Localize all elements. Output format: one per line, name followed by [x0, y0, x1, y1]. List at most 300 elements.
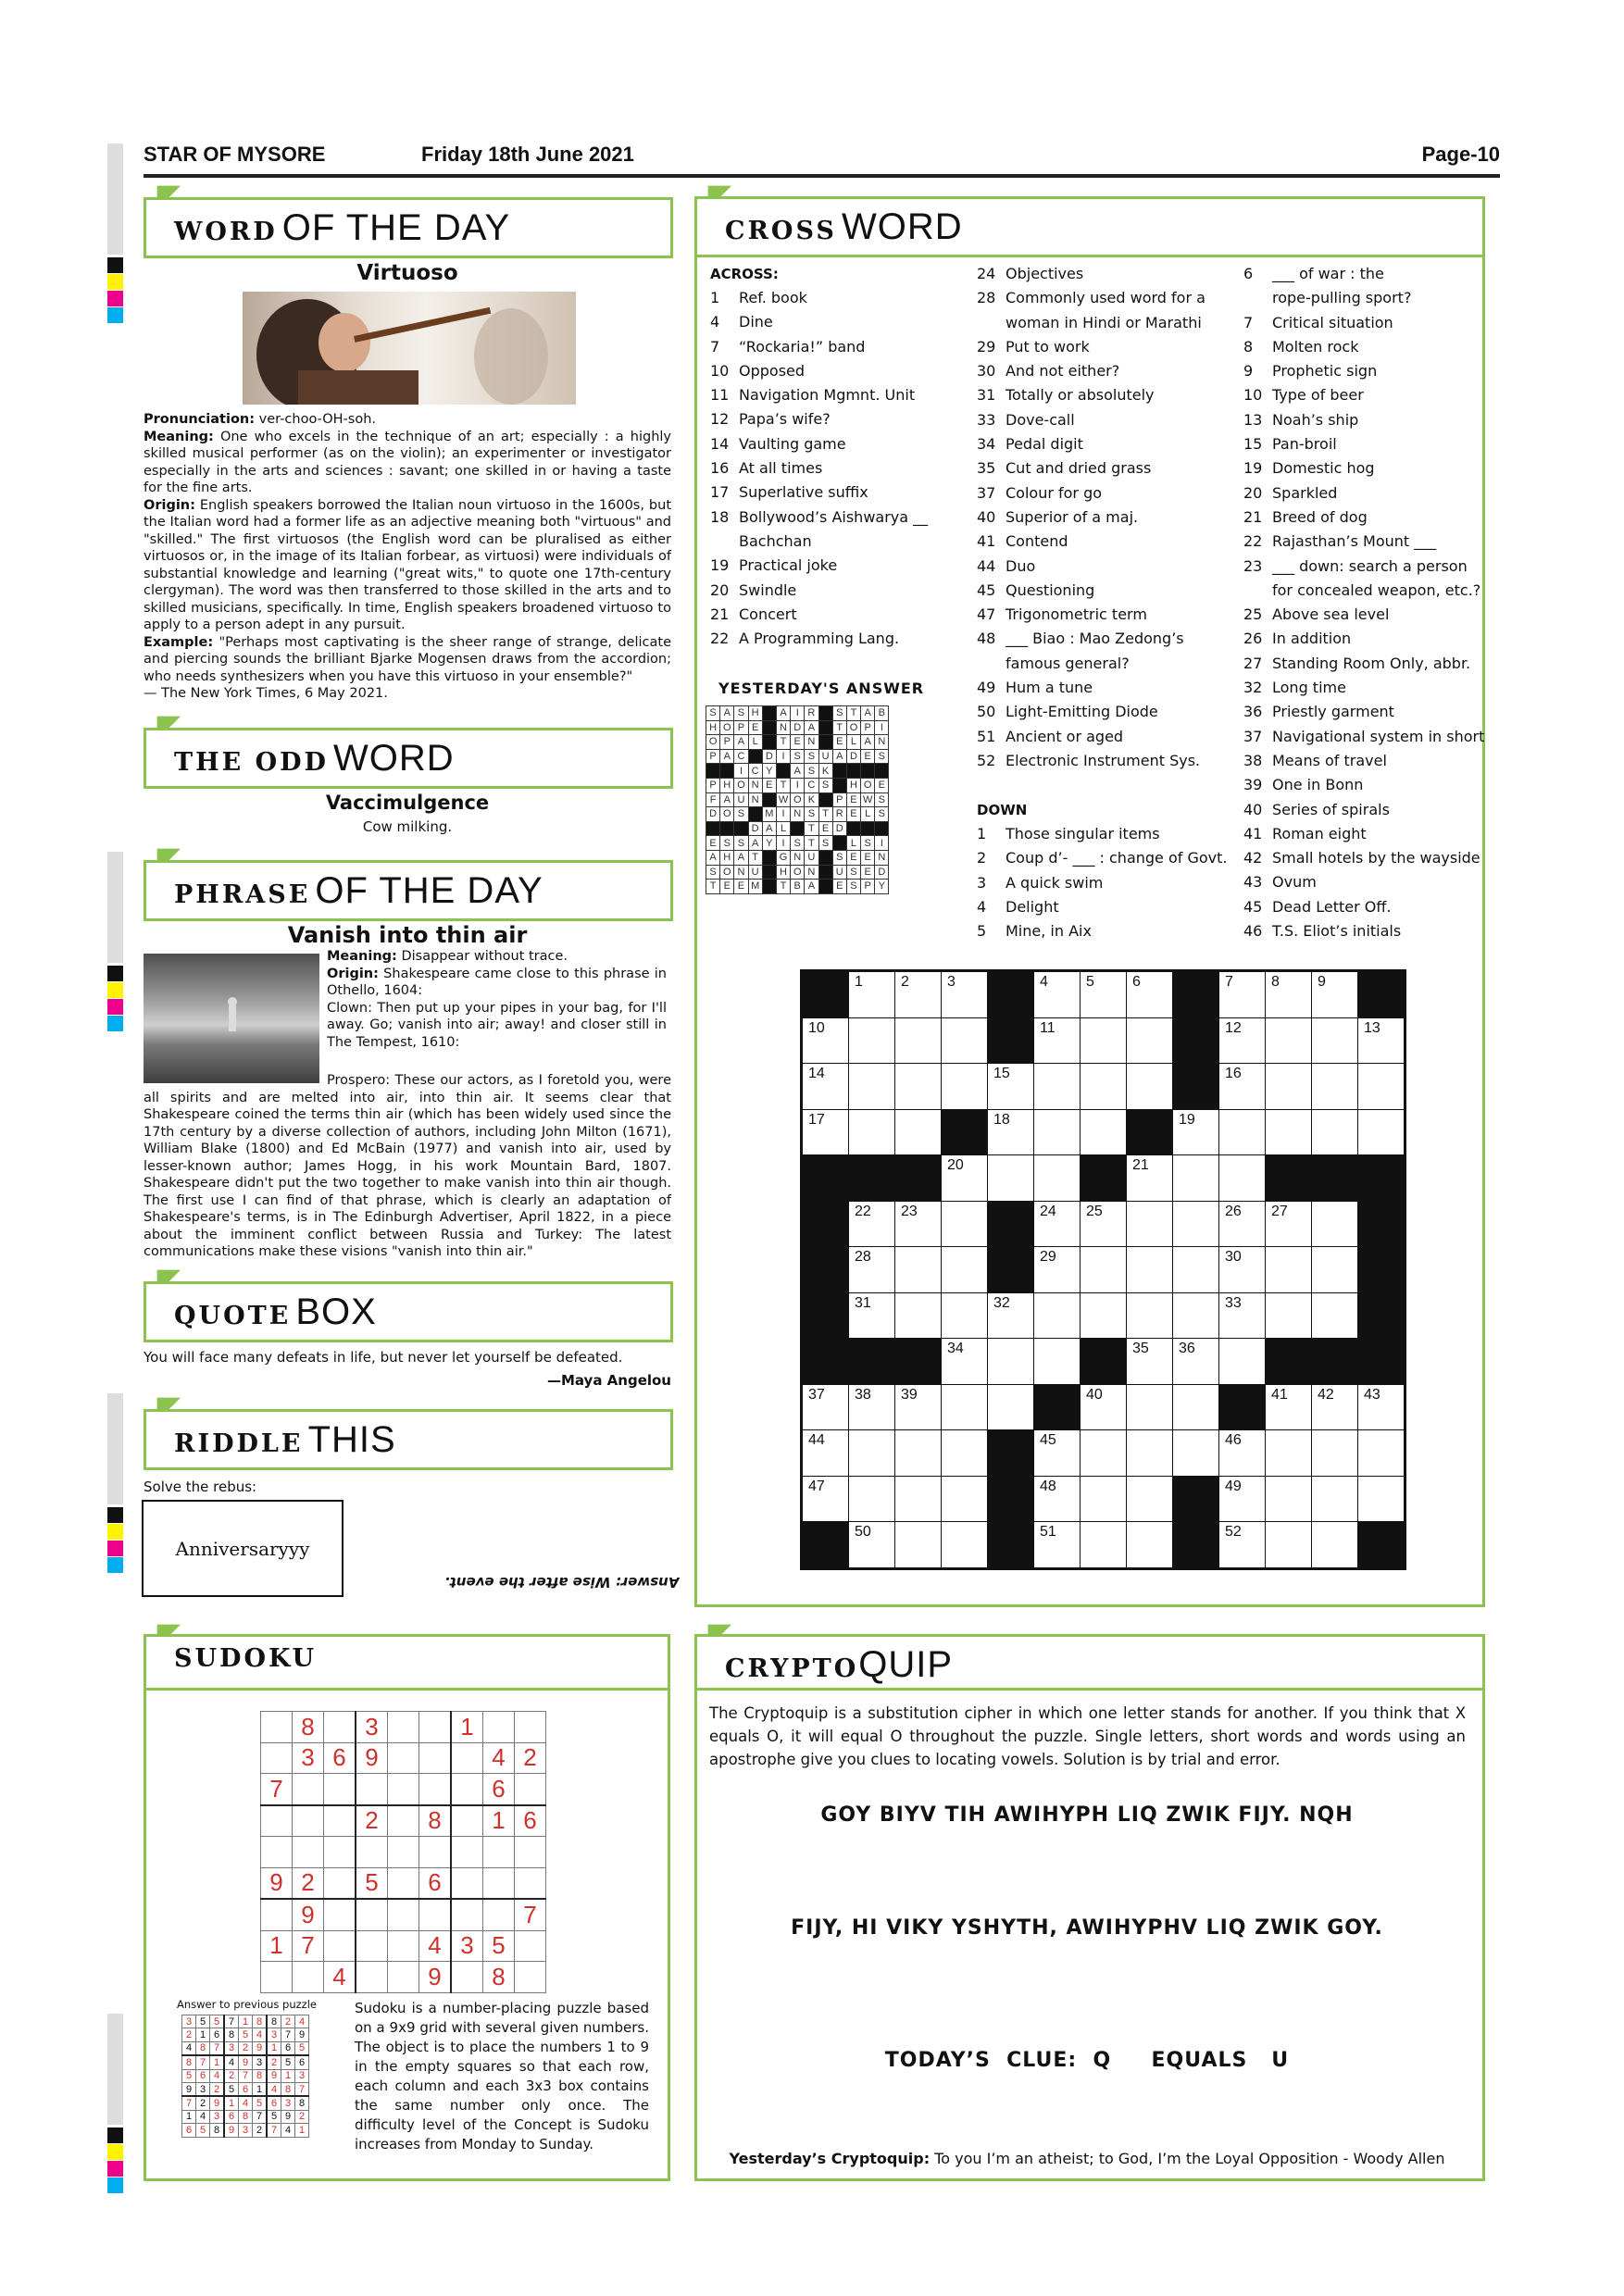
crossword-cell[interactable] [1219, 1522, 1266, 1568]
crossword-cell[interactable] [1312, 1109, 1358, 1155]
clue-text: In addition [1272, 630, 1352, 648]
crossword-cell[interactable] [1034, 1247, 1081, 1293]
answer-cell: M [762, 807, 776, 822]
sudoku-cell[interactable] [388, 1774, 419, 1805]
answer-cell: S [706, 706, 720, 721]
header-small: QUOTE [174, 1302, 292, 1330]
sudoku-cell[interactable] [356, 1837, 388, 1868]
answer-cell: 6 [239, 2082, 253, 2096]
crossword-cell[interactable] [1266, 1384, 1312, 1430]
crossword-cell[interactable] [1127, 1064, 1173, 1110]
crossword-cell[interactable] [942, 1017, 988, 1064]
answer-cell: N [748, 778, 762, 792]
crossword-cell[interactable] [849, 972, 895, 1018]
sudoku-cell[interactable] [356, 1962, 388, 1993]
crossword-cell[interactable] [1266, 1430, 1312, 1477]
sudoku-cell[interactable]: 9 [293, 1899, 324, 1930]
crossword-cell[interactable] [1127, 1201, 1173, 1247]
clue [710, 286, 928, 310]
answer-cell: 3 [182, 2015, 196, 2028]
crossword-cell[interactable] [1127, 1155, 1173, 1202]
clue-text: ___ Biao : Mao Zedong’s [1006, 630, 1184, 648]
cell-number: 39 [901, 1386, 918, 1403]
answer-cell: 5 [295, 2041, 309, 2055]
crossword-cell[interactable] [1127, 1339, 1173, 1385]
crossword-cell[interactable] [849, 1109, 895, 1155]
clue-text: Priestly garment [1272, 703, 1394, 721]
crossword-cell[interactable] [1312, 1201, 1358, 1247]
black-square [706, 764, 720, 779]
sudoku-cell[interactable] [261, 1742, 293, 1774]
crossword-cell[interactable] [1266, 1109, 1312, 1155]
sudoku-cell[interactable] [451, 1867, 483, 1899]
black-square [1173, 1522, 1219, 1568]
answer-cell: S [875, 749, 889, 764]
crossword-cell[interactable] [803, 1384, 849, 1430]
sudoku-cell[interactable] [324, 1712, 356, 1743]
crossword-cell[interactable] [1081, 1430, 1127, 1477]
crossword-cell[interactable] [988, 1292, 1034, 1339]
yesterday-heading: YESTERDAY'S ANSWER [718, 680, 925, 697]
sudoku-cell[interactable]: 1 [261, 1930, 293, 1962]
sudoku-cell[interactable]: 9 [356, 1742, 388, 1774]
violin-illustration [243, 292, 576, 405]
sudoku-cell[interactable]: 5 [483, 1930, 515, 1962]
crossword-cell[interactable] [1358, 1064, 1405, 1110]
crossword-cell[interactable] [849, 1201, 895, 1247]
crossword-cell[interactable] [1127, 1430, 1173, 1477]
sudoku-cell[interactable] [451, 1805, 483, 1837]
label: Meaning: [144, 429, 214, 444]
sudoku-cell[interactable] [483, 1837, 515, 1868]
sudoku-cell[interactable] [515, 1774, 546, 1805]
sudoku-cell[interactable]: 2 [293, 1867, 324, 1899]
crossword-cell[interactable] [1034, 1430, 1081, 1477]
crossword-cell[interactable] [895, 1064, 942, 1110]
crossword-cell[interactable] [803, 1476, 849, 1522]
sudoku-cell[interactable] [324, 1805, 356, 1837]
sudoku-cell[interactable]: 8 [419, 1805, 452, 1837]
sudoku-cell[interactable] [324, 1774, 356, 1805]
black-square [1358, 1292, 1405, 1339]
answer-cell: E [734, 880, 748, 894]
crossword-cell[interactable] [1219, 1292, 1266, 1339]
crossword-cell[interactable] [1081, 1292, 1127, 1339]
sudoku-cell[interactable] [356, 1930, 388, 1962]
clue [977, 871, 1228, 895]
sudoku-cell[interactable] [388, 1930, 419, 1962]
sudoku-cell[interactable]: 4 [324, 1962, 356, 1993]
crossword-cell[interactable] [1219, 972, 1266, 1018]
crossword-cell[interactable] [895, 1384, 942, 1430]
crossword-cell[interactable] [803, 1430, 849, 1477]
answer-cell: 6 [267, 2096, 281, 2110]
sudoku-cell[interactable]: 6 [419, 1867, 452, 1899]
sudoku-cell[interactable] [324, 1899, 356, 1930]
crossword-cell[interactable] [1127, 1247, 1173, 1293]
crossword-cell[interactable] [1081, 1476, 1127, 1522]
crossword-cell[interactable] [988, 1155, 1034, 1202]
answer-cell: A [861, 735, 875, 750]
crossword-cell[interactable] [1173, 1430, 1219, 1477]
cipher-line-2: FIJY, HI VIKY YSHYTH, AWIHYPHV LIQ ZWIK GOY. [791, 1916, 1383, 1940]
origin: Shakespeare came close to this phrase in Othello, 1604: [327, 966, 667, 998]
sudoku-cell[interactable]: 2 [356, 1805, 388, 1837]
crossword-cell[interactable] [1173, 1201, 1219, 1247]
crossword-cell[interactable] [849, 1430, 895, 1477]
sudoku-cell[interactable] [451, 1774, 483, 1805]
crossword-cell[interactable] [849, 1384, 895, 1430]
crossword-cell[interactable] [1219, 1109, 1266, 1155]
crossword-cell[interactable] [1219, 1339, 1266, 1385]
crossword-cell[interactable] [1081, 1017, 1127, 1064]
black-square [895, 1155, 942, 1202]
sudoku-cell[interactable]: 6 [483, 1774, 515, 1805]
sudoku-cell[interactable] [515, 1837, 546, 1868]
clue-text: Dead Letter Off. [1272, 897, 1392, 916]
crossword-cell[interactable] [1081, 1109, 1127, 1155]
crossword-cell[interactable] [1266, 972, 1312, 1018]
answer-cell: S [818, 836, 832, 851]
sudoku-cell[interactable]: 3 [451, 1930, 483, 1962]
cell-number: 43 [1364, 1386, 1380, 1403]
crossword-cell[interactable] [849, 1292, 895, 1339]
crossword-cell[interactable] [1173, 1339, 1219, 1385]
crossword-cell[interactable] [1034, 1155, 1081, 1202]
crossword-cell[interactable] [1081, 1384, 1127, 1430]
sudoku-cell[interactable] [515, 1712, 546, 1743]
clue [1243, 652, 1484, 676]
sudoku-cell[interactable] [419, 1712, 452, 1743]
crossword-cell[interactable] [1034, 1109, 1081, 1155]
sudoku-cell[interactable] [324, 1930, 356, 1962]
cell-number: 5 [1086, 974, 1094, 990]
sudoku-cell[interactable] [388, 1867, 419, 1899]
crossword-cell[interactable] [1219, 1064, 1266, 1110]
sudoku-cell[interactable] [388, 1837, 419, 1868]
crossword-cell[interactable] [1312, 1384, 1358, 1430]
crossword-cell[interactable] [849, 1017, 895, 1064]
sudoku-cell[interactable]: 4 [483, 1742, 515, 1774]
black-square [762, 850, 776, 865]
crossword-cell[interactable] [1266, 1292, 1312, 1339]
crossword-cell[interactable] [1219, 1017, 1266, 1064]
crossword-cell[interactable] [1173, 1247, 1219, 1293]
sudoku-cell[interactable] [515, 1867, 546, 1899]
sudoku-cell[interactable] [419, 1837, 452, 1868]
crossword-cell[interactable] [849, 1476, 895, 1522]
crossword-cell[interactable] [1127, 1522, 1173, 1568]
crossword-cell[interactable] [1034, 1064, 1081, 1110]
answer-cell: 7 [182, 2096, 196, 2110]
crossword-cell[interactable] [1219, 1476, 1266, 1522]
answer-cell: 8 [253, 2015, 268, 2028]
sudoku-cell[interactable] [419, 1774, 452, 1805]
sudoku-cell[interactable] [419, 1742, 452, 1774]
crossword-cell[interactable] [1266, 1201, 1312, 1247]
header-small: RIDDLE [174, 1429, 304, 1458]
answer-cell: S [720, 836, 734, 851]
crossword-cell[interactable] [849, 1064, 895, 1110]
crossword-cell[interactable] [942, 1292, 988, 1339]
clue-text: And not either? [1006, 362, 1120, 381]
black-square [846, 821, 860, 836]
answer-cell: N [875, 850, 889, 865]
clue [1243, 555, 1484, 579]
sudoku-cell[interactable] [293, 1962, 324, 1993]
crossword-cell[interactable] [1081, 1064, 1127, 1110]
crossword-cell[interactable] [895, 1017, 942, 1064]
answer-cell: 5 [267, 2110, 281, 2123]
crossword-cell[interactable] [1358, 1476, 1405, 1522]
crossword-cell[interactable] [1219, 1201, 1266, 1247]
sudoku-cell[interactable] [356, 1899, 388, 1930]
crossword-cell[interactable] [803, 1109, 849, 1155]
clue-text: Coup d’- ___ : change of Govt. [1006, 849, 1228, 867]
sudoku-cell[interactable] [293, 1774, 324, 1805]
black-square [861, 764, 875, 779]
sudoku-cell[interactable]: 2 [515, 1742, 546, 1774]
answer-cell: 1 [295, 2124, 309, 2137]
answer-cell: 8 [239, 2110, 253, 2123]
crossword-cell[interactable] [803, 1017, 849, 1064]
black-square [846, 764, 860, 779]
crossword-cell[interactable] [942, 1064, 988, 1110]
crossword-cell[interactable] [1127, 1017, 1173, 1064]
answer-cell: K [805, 792, 818, 807]
sudoku-cell[interactable] [451, 1742, 483, 1774]
sudoku-cell[interactable] [483, 1867, 515, 1899]
cell-number: 9 [1318, 974, 1326, 990]
label: Origin: [327, 966, 379, 981]
black-square [734, 821, 748, 836]
sudoku-grid[interactable] [260, 1711, 546, 1993]
sudoku-cell[interactable] [324, 1837, 356, 1868]
crossword-cell[interactable] [942, 1522, 988, 1568]
crossword-cell[interactable] [1266, 1017, 1312, 1064]
crossword-cell[interactable] [895, 1430, 942, 1477]
reg-black [107, 1507, 123, 1523]
sudoku-cell[interactable] [388, 1712, 419, 1743]
crossword-cell[interactable] [895, 1201, 942, 1247]
cell-number: 31 [855, 1294, 871, 1311]
answer-cell: P [720, 735, 734, 750]
crossword-cell[interactable] [895, 1109, 942, 1155]
crossword-cell[interactable] [1312, 1247, 1358, 1293]
crossword-cell[interactable] [1266, 1247, 1312, 1293]
crossword-cell[interactable] [1358, 1430, 1405, 1477]
crossword-cell[interactable] [895, 1522, 942, 1568]
crossword-cell[interactable] [1034, 1339, 1081, 1385]
sudoku-description: Sudoku is a number-placing puzzle based on a 9x9 grid with several given numbers. The object is to place the numbers 1 to 9 in the empty squares so that each row, each column and each 3x3 box contains the same number only once. The difficulty level of the Concept is Sudoku increases from Monday to Sunday. [355, 2000, 649, 2152]
crossword-cell[interactable] [1312, 1430, 1358, 1477]
reg-cyan [107, 2177, 123, 2193]
sudoku-cell[interactable] [515, 1962, 546, 1993]
clue [1243, 262, 1484, 286]
answer-cell: E [846, 850, 860, 865]
sudoku-cell[interactable] [261, 1837, 293, 1868]
sudoku-cell[interactable] [451, 1837, 483, 1868]
crossword-cell[interactable] [1266, 1064, 1312, 1110]
crossword-cell[interactable] [895, 1247, 942, 1293]
crossword-cell[interactable] [1034, 1017, 1081, 1064]
crossword-cell[interactable] [988, 1109, 1034, 1155]
black-square [1358, 1155, 1405, 1202]
sudoku-cell[interactable] [261, 1899, 293, 1930]
crossword-cell[interactable] [1173, 1292, 1219, 1339]
cell-number: 19 [1179, 1111, 1195, 1128]
crossword-cell[interactable] [1358, 1109, 1405, 1155]
crossword-cell[interactable] [1312, 1064, 1358, 1110]
crossword-cell[interactable] [988, 1384, 1034, 1430]
sudoku-cell[interactable] [388, 1742, 419, 1774]
sudoku-cell[interactable] [261, 1962, 293, 1993]
header-small: WORD [174, 218, 278, 246]
sudoku-cell[interactable] [293, 1805, 324, 1837]
answer-cell: P [861, 880, 875, 894]
crossword-cell[interactable] [1312, 1017, 1358, 1064]
crossword-cell[interactable] [1034, 972, 1081, 1018]
answer-cell: 2 [295, 2110, 309, 2123]
crossword-cell[interactable] [942, 1339, 988, 1385]
crossword-cell[interactable] [942, 1247, 988, 1293]
crossword-cell[interactable] [988, 1064, 1034, 1110]
crossword-cell[interactable] [849, 1522, 895, 1568]
clue-text: Noah’s ship [1272, 410, 1359, 429]
crossword-cell[interactable] [1081, 1247, 1127, 1293]
crossword-cell[interactable] [1219, 1430, 1266, 1477]
sudoku-cell[interactable]: 7 [515, 1899, 546, 1930]
crossword-cell[interactable] [942, 1384, 988, 1430]
clue-number: 12 [710, 410, 730, 429]
black-square [1173, 972, 1219, 1018]
sudoku-cell[interactable] [451, 1899, 483, 1930]
crossword-cell[interactable] [803, 1064, 849, 1110]
crossword-cell[interactable] [1358, 1017, 1405, 1064]
word-title: Virtuoso [356, 261, 458, 285]
sudoku-cell[interactable]: 1 [483, 1805, 515, 1837]
sudoku-cell[interactable] [293, 1837, 324, 1868]
sudoku-cell[interactable]: 6 [324, 1742, 356, 1774]
crossword-cell[interactable] [1266, 1522, 1312, 1568]
answer-cell: 4 [267, 2082, 281, 2096]
reg-magenta [107, 2161, 123, 2177]
crossword-cell[interactable] [1034, 1292, 1081, 1339]
sudoku-cell[interactable] [261, 1712, 293, 1743]
crossword-cell[interactable] [1034, 1201, 1081, 1247]
crossword-cell[interactable] [1127, 1384, 1173, 1430]
crossword-cell[interactable] [1219, 1155, 1266, 1202]
crossword-cell[interactable] [1173, 1109, 1219, 1155]
sudoku-cell[interactable] [419, 1899, 452, 1930]
header-big: WORD [333, 738, 455, 779]
clue-number: 48 [977, 630, 996, 648]
sudoku-cell[interactable] [483, 1899, 515, 1930]
sudoku-cell[interactable] [356, 1774, 388, 1805]
crossword-cell[interactable] [1173, 1155, 1219, 1202]
clue-number: 45 [1243, 897, 1263, 916]
answer-cell: 9 [281, 2110, 295, 2123]
clue-text: “Rockaria!” band [739, 337, 866, 356]
answer-cell: E [748, 720, 762, 735]
answer-cell: 1 [182, 2110, 196, 2123]
crossword-cell[interactable] [988, 1339, 1034, 1385]
clue-number: 16 [710, 459, 730, 478]
crossword-cell[interactable] [1219, 1247, 1266, 1293]
sudoku-cell[interactable]: 3 [293, 1742, 324, 1774]
crossword-cell[interactable] [1312, 1522, 1358, 1568]
sudoku-cell[interactable] [388, 1962, 419, 1993]
sudoku-cell[interactable] [261, 1805, 293, 1837]
crossword-cell[interactable] [1127, 972, 1173, 1018]
clue [710, 627, 928, 651]
sudoku-cell[interactable]: 8 [293, 1712, 324, 1743]
example: "Perhaps most captivating is the sheer range of strange, delicate and piercing sounds the brilliant Bjarke Mogensen draws from the accordion; who needs synthesizers when you have this virtuoso in your ensemble?" [144, 634, 672, 684]
sudoku-cell[interactable] [483, 1712, 515, 1743]
sudoku-cell[interactable] [324, 1867, 356, 1899]
crossword-cell[interactable] [1081, 972, 1127, 1018]
clue [1243, 870, 1484, 894]
crossword-cell[interactable] [942, 1476, 988, 1522]
crossword-cell[interactable] [895, 1292, 942, 1339]
sudoku-cell[interactable]: 9 [419, 1962, 452, 1993]
answer-cell: 9 [182, 2082, 196, 2096]
crossword-cell[interactable] [895, 1476, 942, 1522]
answer-cell: S [734, 706, 748, 721]
sudoku-cell[interactable]: 4 [419, 1930, 452, 1962]
crossword-cell[interactable] [1034, 1476, 1081, 1522]
crossword-cell[interactable] [1266, 1476, 1312, 1522]
sudoku-cell[interactable]: 5 [356, 1867, 388, 1899]
crossword-cell[interactable] [942, 972, 988, 1018]
crossword-cell[interactable] [895, 972, 942, 1018]
clue [977, 603, 1206, 627]
clue [977, 432, 1206, 456]
sudoku-cell[interactable]: 3 [356, 1712, 388, 1743]
sudoku-cell[interactable] [388, 1899, 419, 1930]
answer-cell: D [791, 720, 805, 735]
crossword-cell[interactable] [1312, 1476, 1358, 1522]
crossword-cell[interactable] [1173, 1384, 1219, 1430]
sudoku-cell[interactable]: 7 [293, 1930, 324, 1962]
clue-number: 44 [977, 556, 996, 575]
sudoku-cell[interactable]: 8 [483, 1962, 515, 1993]
crossword-cell[interactable] [1312, 972, 1358, 1018]
answer-cell: T [776, 778, 790, 792]
crossword-cell[interactable] [942, 1201, 988, 1247]
crossword-cell[interactable] [942, 1430, 988, 1477]
black-square [803, 1292, 849, 1339]
sudoku-cell[interactable]: 9 [261, 1867, 293, 1899]
crossword-cell[interactable] [1312, 1292, 1358, 1339]
sudoku-cell[interactable] [388, 1805, 419, 1837]
sudoku-cell[interactable] [515, 1930, 546, 1962]
crossword-cell[interactable] [1127, 1292, 1173, 1339]
crossword-cell[interactable] [1081, 1522, 1127, 1568]
crossword-cell[interactable] [1358, 1384, 1405, 1430]
sudoku-cell[interactable]: 1 [451, 1712, 483, 1743]
crossword-grid[interactable] [800, 969, 1406, 1570]
black-square [875, 764, 889, 779]
sudoku-cell[interactable]: 6 [515, 1805, 546, 1837]
crossword-cell[interactable] [1034, 1522, 1081, 1568]
sudoku-cell[interactable]: 7 [261, 1774, 293, 1805]
crossword-cell[interactable] [849, 1247, 895, 1293]
crossword-cell[interactable] [1081, 1201, 1127, 1247]
crossword-cell[interactable] [942, 1155, 988, 1202]
crossword-cell[interactable] [1127, 1476, 1173, 1522]
sudoku-cell[interactable] [451, 1962, 483, 1993]
